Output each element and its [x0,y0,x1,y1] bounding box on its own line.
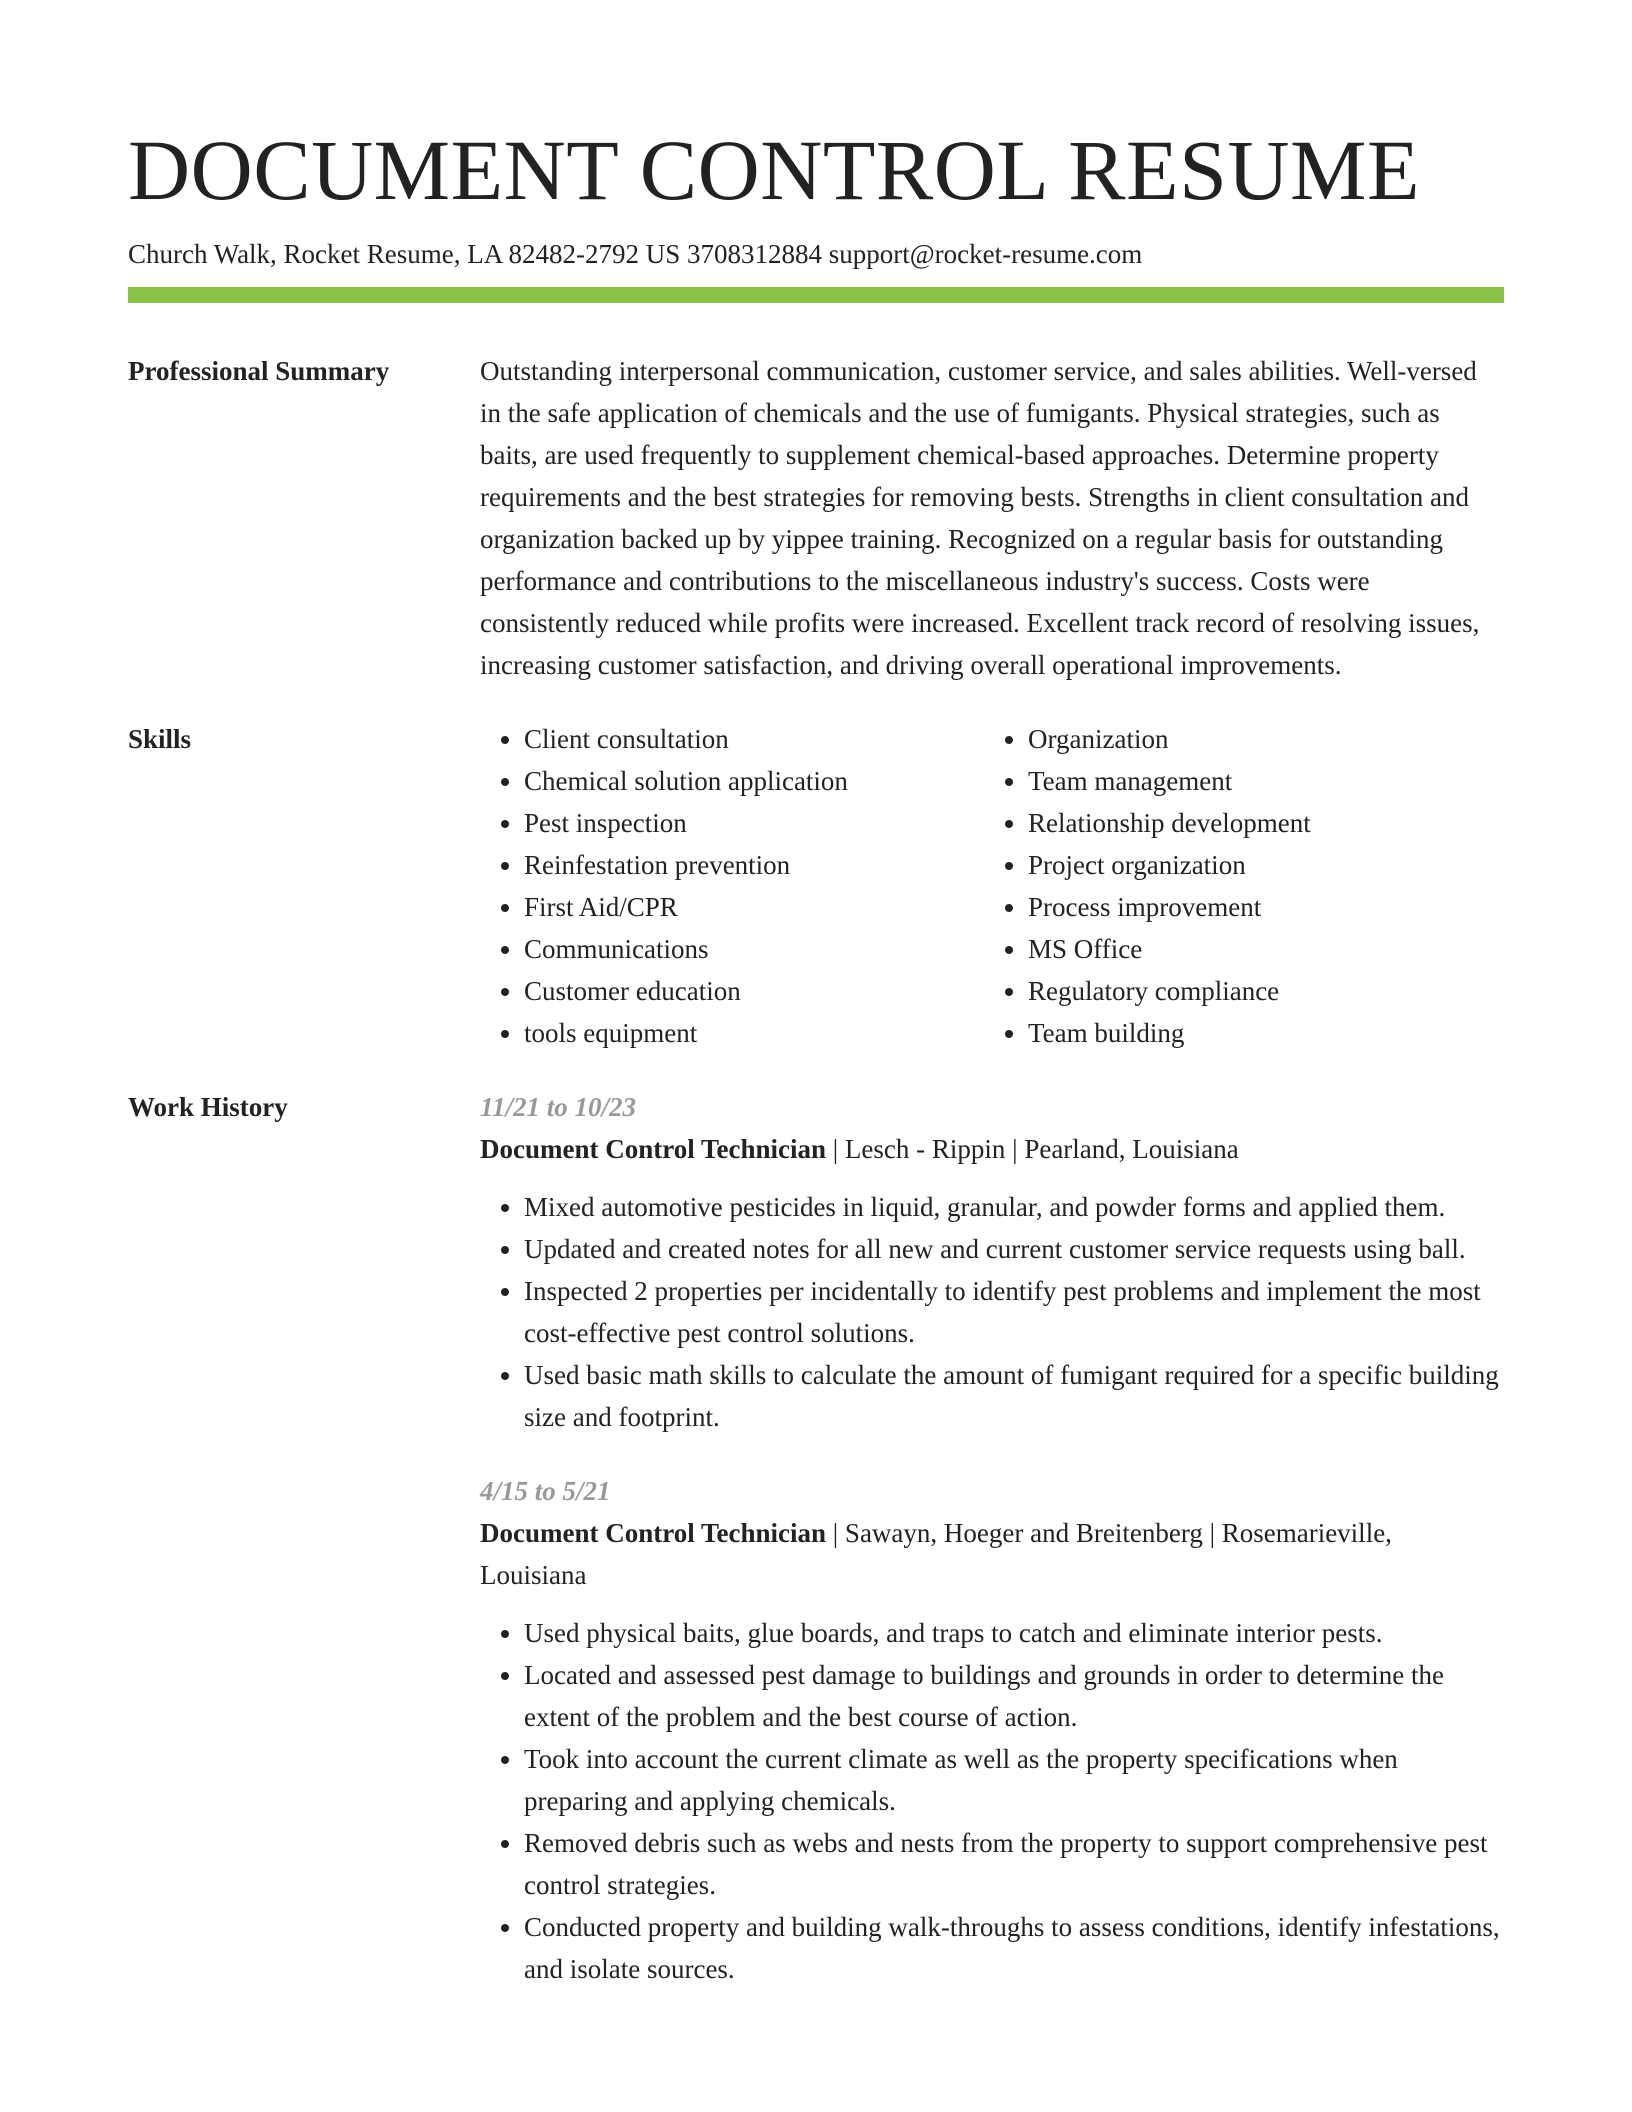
resume-page [128,118,1504,1990]
skill-item: • First Aid/CPR [524,886,984,928]
resume-title: DOCUMENT CONTROL RESUME [128,122,1421,218]
job-dates: 4/15 to 5/21 [480,1476,611,1506]
skill-item: • Reinfestation prevention [524,844,984,886]
skill-item: • Relationship development [1028,802,1488,844]
skill-item: • Project organization [1028,844,1488,886]
summary-text: Outstanding interpersonal communication, customer service, and sales abilities. Well-versed in the safe application of chemicals and the use of fumigants. Physical strategies, such as baits, are used frequently to supplement chemical-based approaches. Determine property requirements and the best strategies for removing bests. Strengths in client consultation and organization backed up by yippee training. Recognized on a regular basis for outstanding performance and contributions to the miscellaneous industry's success. Costs were consistently reduced while profits were increased. Excellent track record of resolving issues, increasing customer satisfaction, and driving overall operational improvements. [480,356,1480,680]
job-employer-location: | Lesch - Rippin | Pearland, Louisiana [826,1134,1239,1164]
skills-list-left [480,718,984,1054]
contact-line: Church Walk, Rocket Resume, LA 82482-2792 US 3708312884 support@rocket-resume.com [128,239,1143,269]
section-label-summary: Professional Summary [128,356,390,386]
job-title: Document Control Technician [480,1518,827,1548]
accent-divider [128,287,1504,303]
job-bullet: • Conducted property and building walk-throughs to assess conditions, identify infestations, and isolate sources. [524,1906,1504,1990]
section-label-skills: Skills [128,724,192,754]
skill-item: • tools equipment [524,1012,984,1054]
job-bullet: • Removed debris such as webs and nests from the property to support comprehensive pest control strategies. [524,1822,1504,1906]
job-bullet: • Took into account the current climate as well as the property specifications when preparing and applying chemicals. [524,1738,1504,1822]
job-bullet: • Located and assessed pest damage to buildings and grounds in order to determine the extent of the problem and the best course of action. [524,1654,1504,1738]
job-bullet: • Updated and created notes for all new and current customer service requests using ball. [524,1228,1504,1270]
skill-item: • MS Office [1028,928,1488,970]
job-bullets [480,1186,1504,1438]
job-title: Document Control Technician [480,1134,827,1164]
job-dates: 11/21 to 10/23 [480,1092,637,1122]
skill-item: • Client consultation [524,718,984,760]
skills-list-right [984,718,1488,1054]
skill-item: • Process improvement [1028,886,1488,928]
skill-item: • Team management [1028,760,1488,802]
skill-item: • Customer education [524,970,984,1012]
skill-item: • Pest inspection [524,802,984,844]
job-entry [480,1470,1504,1990]
job-bullet: • Used basic math skills to calculate the amount of fumigant required for a specific building size and footprint. [524,1354,1504,1438]
section-label-work: Work History [128,1092,288,1122]
skill-item: • Team building [1028,1012,1488,1054]
job-bullets [480,1612,1504,1990]
job-heading [480,1128,1504,1170]
job-bullet: • Mixed automotive pesticides in liquid, granular, and powder forms and applied them. [524,1186,1504,1228]
job-employer-location: | Sawayn, Hoeger and Breitenberg | Rosemarieville, Louisiana [480,1518,1392,1590]
skills-section [128,718,1504,1054]
job-heading [480,1512,1504,1596]
skill-item: • Regulatory compliance [1028,970,1488,1012]
job-bullet: • Used physical baits, glue boards, and traps to catch and eliminate interior pests. [524,1612,1504,1654]
job-bullet: • Inspected 2 properties per incidentally to identify pest problems and implement the most cost-effective pest control solutions. [524,1270,1504,1354]
professional-summary-section [128,350,1504,686]
work-history-section [128,1086,1504,1990]
job-entry [480,1086,1504,1438]
skill-item: • Chemical solution application [524,760,984,802]
skill-item: • Organization [1028,718,1488,760]
skill-item: • Communications [524,928,984,970]
